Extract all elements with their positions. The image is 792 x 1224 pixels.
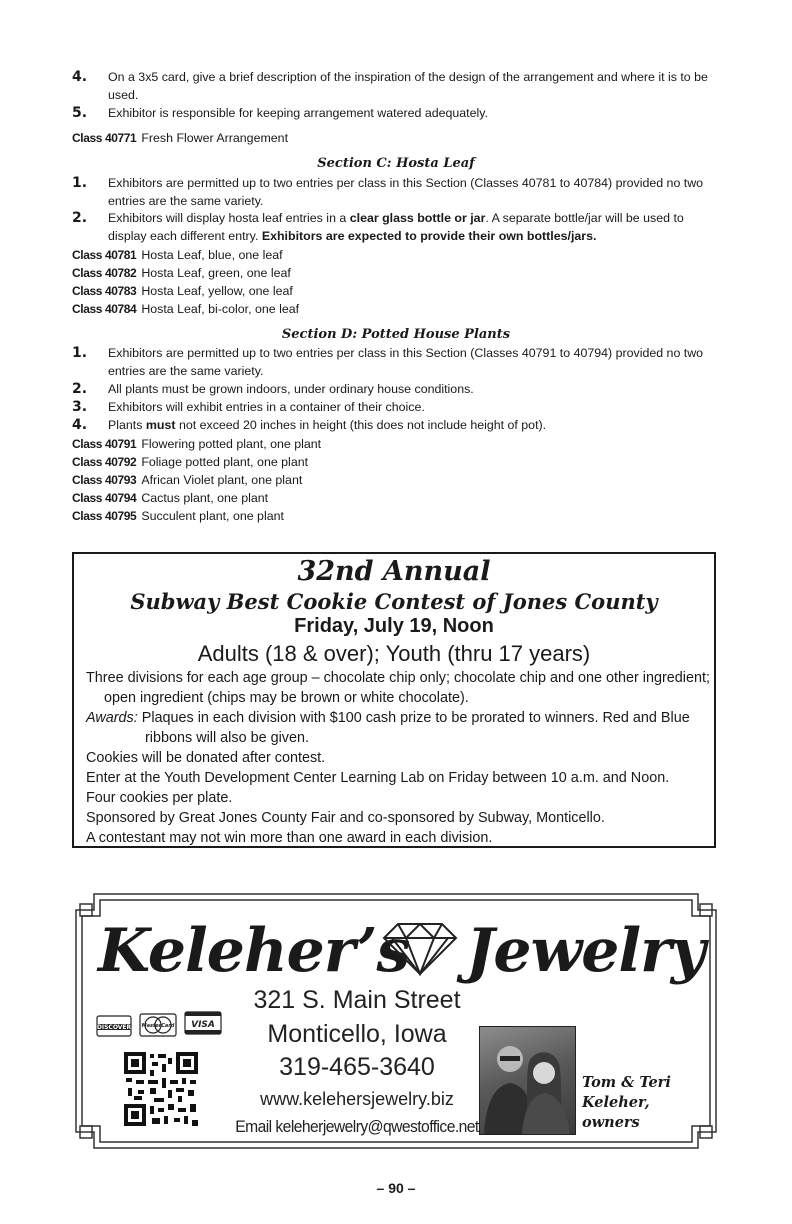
section-d-heading: Section D: Potted House Plants <box>281 327 511 342</box>
rule-text <box>108 417 722 435</box>
section-c-rule-2 <box>72 210 722 245</box>
rule-text: Exhibitors will exhibit entries in a container of their choice. <box>108 400 425 414</box>
cookie-awards <box>86 708 714 748</box>
cookie-contest-details <box>86 668 714 848</box>
store-email: Email keleherjewelry@qwestoffice.net <box>235 1117 479 1136</box>
cookie-donated: Cookies will be donated after contest. <box>86 750 326 766</box>
cookie-contest-box <box>72 552 716 848</box>
class-label: Fresh Flower Arrangement <box>141 131 289 145</box>
class-label: Hosta Leaf, blue, one leaf <box>141 248 283 262</box>
class-label: Foliage potted plant, one plant <box>141 455 309 469</box>
rule-text: Exhibitor is responsible for keeping arrangement watered adequately. <box>108 106 488 120</box>
rule-number: 2. <box>72 210 88 226</box>
class-code: Class 40784 <box>72 302 137 316</box>
class-label: Flowering potted plant, one plant <box>141 437 322 451</box>
cookie-contest-title: Subway Best Cookie Contest of Jones County <box>130 589 658 614</box>
cookie-entry-location: Enter at the Youth Development Center Learning Lab on Friday between 10 a.m. and Noon. <box>86 770 670 786</box>
store-city: Monticello, Iowa <box>267 1020 447 1048</box>
rule-text: Exhibitors are permitted up to two entries per class in this Section (Classes 40791 to 40794) provided no two entries are the same variety. <box>108 346 704 378</box>
class-40795 <box>72 507 284 525</box>
visa-card-icon <box>185 1012 221 1034</box>
section-d-rule-2 <box>72 381 722 399</box>
class-label: Cactus plant, one plant <box>141 491 269 505</box>
owners-names: Tom & Teri <box>582 1074 671 1091</box>
rule-text: Exhibitors are permitted up to two entries per class in this Section (Classes 40781 to 40784) provided no two entries are the same variety. <box>108 176 704 208</box>
rule-number: 1. <box>72 345 88 361</box>
store-name-first: Keleher’s <box>98 916 410 986</box>
rule-text-bold: clear glass bottle or jar <box>349 211 486 225</box>
cookie-sponsors: Sponsored by Great Jones County Fair and co-sponsored by Subway, Monticello. <box>86 810 605 826</box>
rule-text-part: . A separate bottle/jar will be used to display each different entry. <box>108 211 684 243</box>
rule-number: 3. <box>72 399 88 415</box>
cookie-award-limit: A contestant may not win more than one award in each division. <box>86 830 493 846</box>
rule-text-part: Exhibitors will display hosta leaf entries in a <box>108 211 350 225</box>
class-40781 <box>72 246 283 264</box>
store-phone: 319-465-3640 <box>279 1053 435 1081</box>
rule-number: 4. <box>72 417 88 433</box>
class-code: Class 40795 <box>72 509 137 523</box>
class-code: Class 40783 <box>72 284 137 298</box>
class-code: Class 40781 <box>72 248 137 262</box>
rule-number: 4. <box>72 69 88 85</box>
rule-text-bold: Exhibitors are expected to provide their own bottles/jars. <box>261 228 597 243</box>
cookie-contest-title-annual: 32nd Annual <box>297 556 491 587</box>
rule-number: 5. <box>72 105 88 121</box>
qr-code-icon <box>124 1052 198 1126</box>
owners-label: owners <box>582 1114 640 1131</box>
section-c-rule-1 <box>72 175 722 210</box>
class-label: Hosta Leaf, yellow, one leaf <box>141 284 293 298</box>
rule-text-part: Plants <box>108 418 146 432</box>
class-label: Hosta Leaf, bi-color, one leaf <box>141 302 300 316</box>
class-40794 <box>72 489 268 507</box>
class-code: Class 40782 <box>72 266 137 280</box>
class-40782 <box>72 264 291 282</box>
rule-text-part: not exceed 20 inches in height (this does not include height of pot). <box>175 418 547 432</box>
payment-cards <box>96 1010 224 1038</box>
owners-photo-silhouettes <box>480 1027 575 1134</box>
rule-number: 1. <box>72 175 88 191</box>
cookie-divisions: Three divisions for each age group – chocolate chip only; chocolate chip and one other ingredient; open ingredient (chips may be brown or white chocolate). <box>86 670 710 706</box>
class-code: Class 40771 <box>72 131 137 145</box>
class-code: Class 40793 <box>72 473 137 487</box>
rule-text: On a 3x5 card, give a brief description of the inspiration of the design of the arrangement and where it is to be used. <box>108 70 708 102</box>
awards-text: Plaques in each division with $100 cash prize to be prorated to winners. Red and Blue ribbons will also be given. <box>137 710 690 746</box>
rule-4 <box>72 69 722 104</box>
class-40793 <box>72 471 302 489</box>
store-name <box>98 916 705 986</box>
cookie-contest-age-groups: Adults (18 & over); Youth (thru 17 years) <box>197 641 591 666</box>
store-street: 321 S. Main Street <box>253 986 461 1014</box>
visa-card-label: VISA <box>191 1020 215 1030</box>
mastercard-card-label: MasterCard <box>141 1023 175 1029</box>
rule-5 <box>72 105 722 123</box>
section-d-rule-1 <box>72 345 722 380</box>
discover-card-label: DISCOVER <box>96 1024 132 1031</box>
rule-text <box>108 210 722 245</box>
section-d-rule-3 <box>72 399 722 417</box>
class-label: Hosta Leaf, green, one leaf <box>141 266 291 280</box>
class-label: African Violet plant, one plant <box>141 473 303 487</box>
class-label: Succulent plant, one plant <box>141 509 284 523</box>
awards-label: Awards: <box>86 710 138 726</box>
rule-text: All plants must be grown indoors, under ordinary house conditions. <box>108 382 474 396</box>
section-c-heading: Section C: Hosta Leaf <box>317 156 475 171</box>
store-website: www.kelehersjewelry.biz <box>260 1089 454 1109</box>
class-40791 <box>72 435 321 453</box>
class-code: Class 40791 <box>72 437 137 451</box>
owners-caption <box>582 1073 671 1133</box>
class-40792 <box>72 453 308 471</box>
owners-surname: Keleher, <box>582 1094 650 1111</box>
rule-text-bold: must <box>145 418 176 432</box>
mastercard-card-icon <box>140 1014 176 1036</box>
class-40783 <box>72 282 293 300</box>
cookie-per-plate: Four cookies per plate. <box>86 790 233 806</box>
section-d-rule-4 <box>72 417 722 435</box>
page-number: – 90 – <box>376 1180 416 1196</box>
kelehers-jewelry-ad <box>72 890 720 1152</box>
class-code: Class 40794 <box>72 491 137 505</box>
class-40771 <box>72 129 288 147</box>
owners-photo <box>479 1026 576 1135</box>
store-name-second: Jewelry <box>466 916 705 986</box>
discover-card-icon <box>97 1016 132 1036</box>
class-code: Class 40792 <box>72 455 137 469</box>
cookie-contest-date: Friday, July 19, Noon <box>294 615 494 637</box>
diamond-icon <box>380 920 460 976</box>
class-40784 <box>72 300 299 318</box>
rule-number: 2. <box>72 381 88 397</box>
